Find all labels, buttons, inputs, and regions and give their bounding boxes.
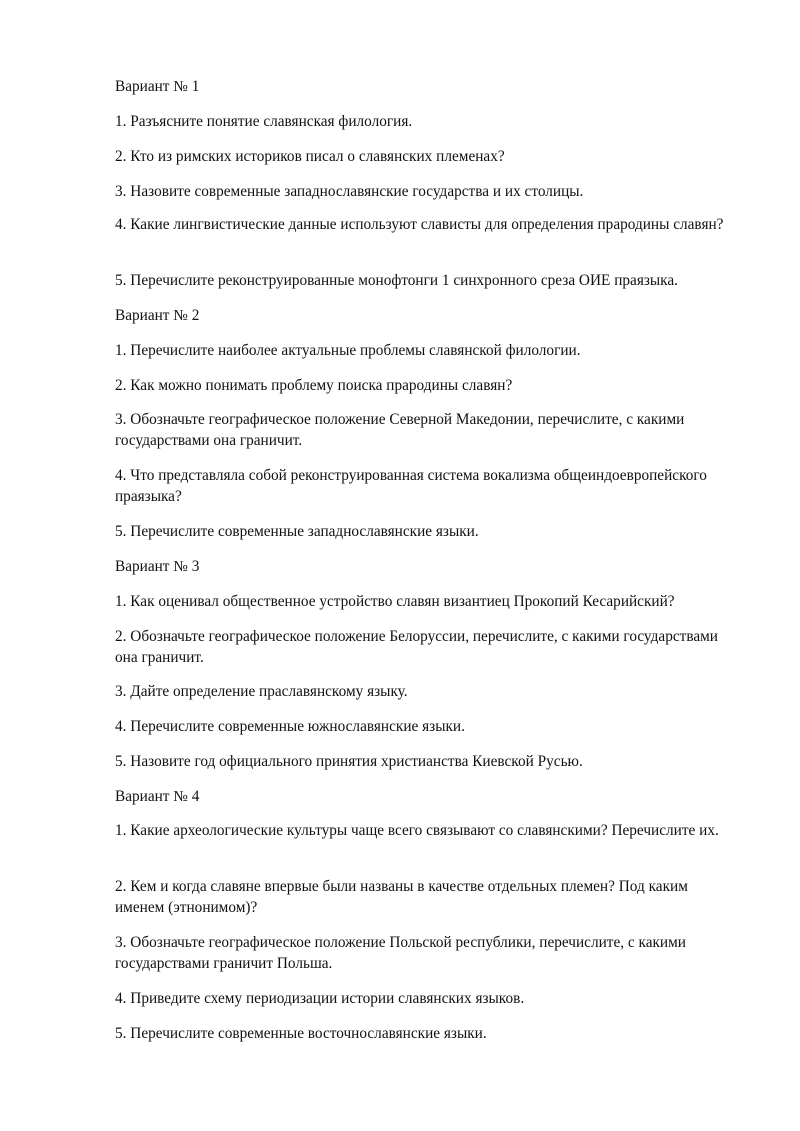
variant-1-question-1: 1. Разъясните понятие славянская филология.	[115, 113, 413, 130]
variant-3-question-4: 4. Перечислите современные южнославянские языки.	[115, 718, 465, 735]
variant-1-question-5: 5. Перечислите реконструированные монофтонги 1 синхронного среза ОИЕ праязыка.	[115, 272, 678, 289]
variant-1-question-2: 2. Кто из римских историков писал о славянских племенах?	[115, 148, 505, 165]
variant-2-question-4: 4. Что представляла собой реконструированная система вокализма общеиндоевропейского праязыка?	[115, 467, 707, 505]
variant-1-heading: Вариант № 1	[115, 78, 200, 95]
variant-4-heading: Вариант № 4	[115, 788, 200, 805]
variant-4-question-4: 4. Приведите схему периодизации истории славянских языков.	[115, 990, 525, 1007]
variant-1-question-3: 3. Назовите современные западнославянские государства и их столицы.	[115, 183, 584, 200]
variant-3-question-2: 2. Обозначьте географическое положение Белоруссии, перечислите, с какими государствами она граничит.	[115, 628, 718, 666]
variant-2-question-2: 2. Как можно понимать проблему поиска прародины славян?	[115, 377, 513, 394]
variant-3-heading: Вариант № 3	[115, 558, 200, 575]
variant-2-question-3: 3. Обозначьте географическое положение Северной Македонии, перечислите, с какими государствами она граничит.	[115, 411, 685, 449]
variant-2-question-5: 5. Перечислите современные западнославянские языки.	[115, 523, 479, 540]
variant-2-heading: Вариант № 2	[115, 307, 200, 324]
variant-2-question-1: 1. Перечислите наиболее актуальные проблемы славянской филологии.	[115, 342, 581, 359]
variant-1-question-4: 4. Какие лингвистические данные используют слависты для определения прародины славян?	[115, 216, 724, 233]
variant-4-question-2: 2. Кем и когда славяне впервые были названы в качестве отдельных племен? Под каким именем (этнонимом)?	[115, 878, 688, 916]
variant-4-question-5: 5. Перечислите современные восточнославянские языки.	[115, 1025, 487, 1042]
variant-4-question-1: 1. Какие археологические культуры чаще всего связывают со славянскими? Перечислите их.	[115, 822, 719, 839]
variant-3-question-5: 5. Назовите год официального принятия христианства Киевской Русью.	[115, 753, 583, 770]
variant-3-question-1: 1. Как оценивал общественное устройство славян византиец Прокопий Кесарийский?	[115, 593, 675, 610]
variant-3-question-3: 3. Дайте определение праславянскому языку.	[115, 683, 408, 700]
variant-4-question-3: 3. Обозначьте географическое положение Польской республики, перечислите, с какими государствами граничит Польша.	[115, 934, 686, 972]
